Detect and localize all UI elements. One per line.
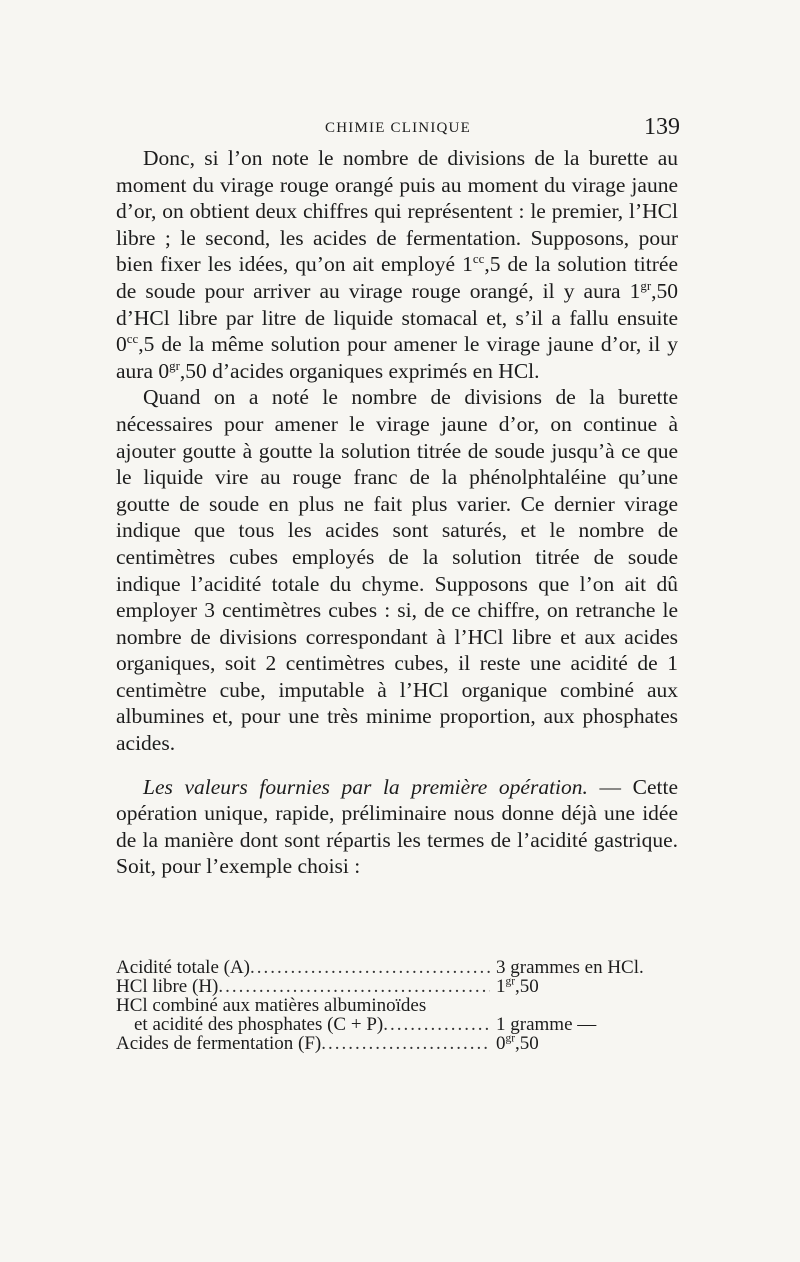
paragraph-first-operation (116, 774, 678, 880)
leader-dots (321, 1034, 490, 1053)
row-label: Acides de fermentation (F) (116, 1033, 322, 1054)
section-heading-italic: Les valeurs fournies par la première opération. (143, 774, 588, 799)
table-row (116, 1015, 678, 1034)
table-row (116, 977, 678, 996)
leader-dots (218, 977, 490, 996)
row-label: et acidité des phosphates (C + P) (134, 1014, 384, 1035)
page-number: 139 (644, 114, 680, 140)
body-text (116, 145, 678, 880)
table-row (116, 958, 678, 977)
running-title: CHIMIE CLINIQUE (325, 120, 471, 136)
paragraph-burette-reading: Donc, si l’on note le nombre de divisions de la burette au moment du virage rouge orangé puis au moment du virage jaune d’or, on obtient deux chiffres qui représentent : le premier, l’HCl libre ; le second, les acides de fermentation. Supposons, pour bien fixer les idées, qu’on ait employé $1^{cc},5$ de la solution titrée de soude pour arriver au virage rouge orangé, il y aura $1^{gr},50$ d’HCl libre par litre de liquide stomacal et, s’il a fallu ensuite $0^{cc},5$ de la même solution pour amener le virage jaune d’or, il y aura $0^{gr},50$ d’acides organiques exprimés en HCl. (116, 146, 678, 383)
paragraph-total-acidity: Quand on a noté le nombre de divisions de la burette nécessaires pour amener le virage jaune d’or, on continue à ajouter goutte à goutte la solution titrée de soude jusqu’à ce que le liquide vire au rouge franc de la phénolphtaléine qu’une goutte de soude en plus ne fait plus varier. Ce dernier virage indique que tous les acides sont saturés, et le nombre de centimètres cubes employés de la solution titrée de soude indique l’acidité totale du chyme. Supposons que l’on ait dû employer 3 centimètres cubes : si, de ce chiffre, on retranche le nombre de divisions correspondant à l’HCl libre et aux acides organiques, soit 2 centimètres cubes, il reste une acidité de 1 centimètre cube, imputable à l’HCl organique combiné aux albumines et, pour une très minime proportion, aux phosphates acides. (116, 385, 678, 756)
page-header (116, 116, 680, 140)
row-label: HCl libre (H) (116, 976, 219, 997)
acidity-table (116, 958, 678, 1053)
row-value: 3 grammes en HCl. (496, 957, 644, 978)
row-value: $1^{gr},50$ (496, 975, 539, 997)
row-value: $0^{gr},50$ (496, 1032, 539, 1054)
row-label: HCl combiné aux matières albuminoïdes (116, 995, 427, 1016)
leader-dots (250, 958, 490, 977)
leader-dots (383, 1015, 490, 1034)
paragraph-first-operation-text: — Cette opération unique, rapide, préliminaire nous donne déjà une idée de la manière dont sont répartis les termes de l’acidité gastrique. Soit, pour l’exemple choisi : (116, 774, 678, 879)
row-label: Acidité totale (A) (116, 957, 251, 978)
table-row (116, 996, 678, 1015)
table-row (116, 1034, 678, 1053)
row-value: 1 gramme — (496, 1014, 597, 1035)
